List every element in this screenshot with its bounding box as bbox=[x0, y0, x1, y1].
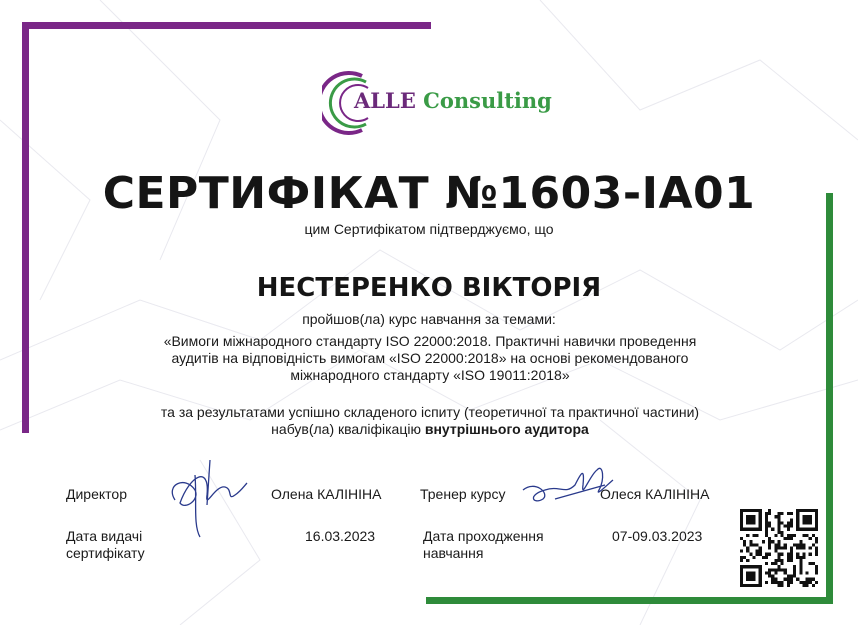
training-date-label-line: навчання bbox=[423, 545, 484, 561]
qualification-title: внутрішнього аудитора bbox=[424, 421, 589, 437]
issue-date-label-line: сертифікату bbox=[66, 545, 145, 561]
course-topic bbox=[140, 333, 720, 384]
result-prefix: набув(ла) кваліфікацію bbox=[271, 421, 425, 437]
director-name: Олена КАЛІНІНА bbox=[271, 486, 382, 502]
logo-brand-part1: ALLE bbox=[354, 88, 416, 113]
training-date-label-line: Дата проходження bbox=[423, 528, 544, 544]
certificate-subtitle: цим Сертифікатом підтверджуємо, що bbox=[304, 221, 554, 237]
trainer-name: Олеся КАЛІНІНА bbox=[600, 486, 710, 502]
training-date-value: 07-09.03.2023 bbox=[612, 528, 703, 544]
training-date-label bbox=[423, 528, 544, 562]
result-line: та за результатами успішно складеного іспиту (теоретичної та практичної частини) bbox=[160, 404, 700, 420]
trainer-label: Тренер курсу bbox=[420, 486, 506, 502]
topic-line: аудитів на відповідність вимогам «ISO 22000:2018» на основі рекомендованого bbox=[171, 350, 689, 366]
recipient-name: НЕСТЕРЕНКО ВІКТОРІЯ bbox=[256, 273, 602, 303]
issue-date-label bbox=[66, 528, 145, 562]
frame-purple-top bbox=[22, 22, 431, 29]
logo-brand-part2: Consulting bbox=[415, 88, 552, 113]
topic-line: «Вимоги міжнародного стандарту ISO 22000:2018. Практичні навички проведення bbox=[163, 333, 697, 349]
qr-code-icon bbox=[740, 509, 818, 587]
frame-green-right bbox=[826, 193, 833, 604]
company-logo bbox=[322, 70, 552, 136]
director-label: Директор bbox=[66, 486, 127, 502]
topic-line: міжнародного стандарту «ISO 19011:2018» bbox=[290, 367, 570, 383]
frame-green-bottom bbox=[426, 597, 833, 604]
director-signature bbox=[155, 455, 250, 540]
passed-text: пройшов(ла) курс навчання за темами: bbox=[302, 311, 556, 327]
result-line bbox=[120, 421, 740, 438]
issue-date-value: 16.03.2023 bbox=[305, 528, 376, 544]
issue-date-label-line: Дата видачі bbox=[66, 528, 143, 544]
qualification-result bbox=[120, 404, 740, 438]
logo-wordmark bbox=[354, 88, 552, 113]
certificate-title: СЕРТИФІКАТ №1603-ІА01 bbox=[102, 168, 756, 219]
